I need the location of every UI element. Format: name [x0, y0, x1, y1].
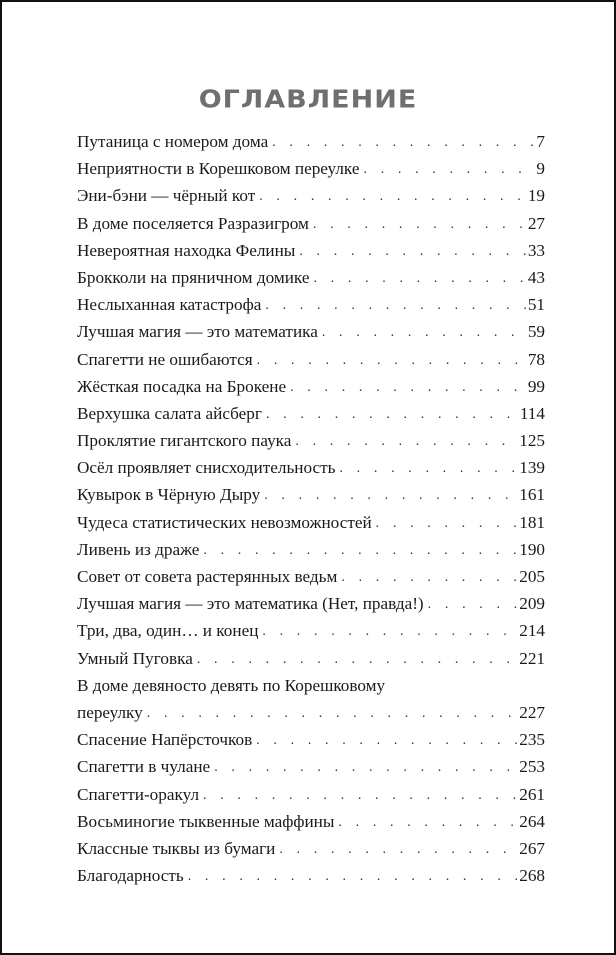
toc-entry-title: Жёсткая посадка на Брокене [77, 376, 287, 396]
toc-page-number: 139 [519, 458, 545, 478]
toc-entry-title: Спагетти в чулане [77, 757, 211, 777]
toc-entry [77, 835, 545, 862]
toc-page-number: 235 [519, 730, 545, 750]
table-of-contents [77, 128, 545, 889]
dot-leader [272, 129, 534, 156]
toc-entry [77, 726, 545, 753]
toc-entry-title: Лучшая магия — это математика [77, 322, 318, 342]
toc-page-number: 264 [519, 811, 545, 831]
dot-leader [266, 401, 518, 428]
toc-entry-title: Умный Пуговка [77, 648, 193, 668]
toc-page-number: 114 [519, 403, 545, 423]
toc-page-number: 261 [519, 784, 545, 804]
dot-leader [376, 510, 518, 537]
toc-page-number: 181 [519, 512, 545, 532]
dot-leader [147, 700, 517, 727]
toc-page-number: 33 [527, 240, 545, 260]
toc-entry-title: В доме девяносто девять по Корешковому [77, 675, 386, 695]
dot-leader [197, 646, 517, 673]
toc-entry-title: Благодарность [77, 866, 184, 886]
dot-leader [299, 238, 525, 265]
toc-entry [77, 373, 545, 400]
toc-entry [77, 536, 545, 563]
toc-page-number: 227 [519, 702, 545, 722]
dot-leader [264, 482, 517, 509]
dot-leader [259, 183, 526, 210]
toc-entry-title: Спасение Напёрсточков [77, 730, 253, 750]
dot-leader [214, 754, 517, 781]
toc-page-number: 214 [519, 621, 545, 641]
toc-page-number: 209 [519, 594, 545, 614]
toc-entry-title: Классные тыквы из бумаги [77, 838, 276, 858]
toc-entry-title: Три, два, один… и конец [77, 621, 259, 641]
toc-entry-title: Кувырок в Чёрную Дыру [77, 485, 261, 505]
dot-leader [295, 428, 517, 455]
page-title: ОГЛАВЛЕНИЕ [198, 85, 418, 114]
toc-entry [77, 645, 545, 672]
dot-leader [322, 319, 526, 346]
toc-entry [77, 264, 545, 291]
toc-page-number: 125 [519, 431, 545, 451]
toc-page-number: 59 [527, 322, 545, 342]
toc-page-number: 7 [536, 132, 545, 151]
toc-page-number: 9 [536, 159, 545, 179]
dot-leader [363, 156, 534, 183]
dot-leader [341, 564, 517, 591]
toc-entry [77, 182, 545, 209]
toc-page-number: 221 [519, 648, 545, 668]
toc-entry [77, 427, 545, 454]
dot-leader [313, 265, 525, 292]
toc-entry [77, 617, 545, 644]
dot-leader [203, 782, 517, 809]
toc-entry-title: Осёл проявляет снисходительность [77, 458, 336, 478]
toc-entry [77, 318, 545, 345]
toc-entry [77, 155, 545, 182]
dot-leader [338, 809, 517, 836]
toc-page-number: 99 [527, 376, 545, 396]
toc-page-number: 253 [519, 757, 545, 777]
toc-entry [77, 808, 545, 835]
toc-entry-title: Лучшая магия — это математика (Нет, правда!) [77, 594, 424, 614]
toc-entry [77, 237, 545, 264]
toc-entry-title: Невероятная находка Фелины [77, 240, 296, 260]
dot-leader [262, 618, 517, 645]
toc-page-number: 267 [519, 838, 545, 858]
toc-entry-title: переулку [77, 702, 143, 722]
toc-entry [77, 753, 545, 780]
toc-entry-title: Ливень из драже [77, 539, 200, 559]
toc-page-number: 43 [527, 267, 545, 287]
toc-page-number: 78 [527, 349, 545, 369]
toc-entry [77, 291, 545, 318]
toc-entry [77, 128, 545, 155]
toc-entry-line [77, 672, 545, 699]
toc-entry-title: Спагетти не ошибаются [77, 349, 253, 369]
toc-entry-title: В доме поселяется Разразигром [77, 213, 309, 233]
toc-entry-title: Верхушка салата айсберг [77, 403, 262, 423]
toc-page-number: 190 [519, 539, 545, 559]
toc-page-number: 27 [527, 213, 545, 233]
toc-entry-title: Путаница с номером дома [77, 132, 269, 151]
toc-entry-title: Эни-бэни — чёрный кот [77, 186, 256, 206]
toc-page-number: 51 [527, 295, 545, 315]
toc-entry [77, 781, 545, 808]
toc-entry-title: Неприятности в Корешковом переулке [77, 159, 360, 179]
toc-entry-title: Чудеса статистических невозможностей [77, 512, 372, 532]
toc-entry-title: Совет от совета растерянных ведьм [77, 567, 338, 586]
toc-entry-title: Брокколи на пряничном домике [77, 267, 310, 287]
toc-entry [77, 481, 545, 508]
toc-entry [77, 563, 545, 590]
toc-entry [77, 509, 545, 536]
toc-entry-title: Неслыханная катастрофа [77, 295, 262, 315]
toc-entry-title: Восьминогие тыквенные маффины [77, 811, 335, 831]
dot-leader [265, 292, 525, 319]
dot-leader [339, 455, 517, 482]
dot-leader [313, 211, 526, 238]
dot-leader [279, 836, 517, 863]
toc-page-number: 268 [519, 866, 545, 886]
toc-entry-title: Спагетти-оракул [77, 784, 200, 804]
dot-leader [256, 727, 517, 754]
toc-entry [77, 400, 545, 427]
dot-leader [257, 347, 526, 374]
dot-leader [188, 863, 517, 890]
toc-page-number: 205 [519, 567, 545, 586]
toc-entry [77, 210, 545, 237]
toc-page-number: 19 [527, 186, 545, 206]
toc-entry-title: Проклятие гигантского паука [77, 431, 292, 451]
dot-leader [290, 374, 526, 401]
toc-entry [77, 862, 545, 889]
dot-leader [203, 537, 517, 564]
toc-entry [77, 346, 545, 373]
toc-entry [77, 590, 545, 617]
dot-leader [428, 591, 518, 618]
toc-page-number: 161 [519, 485, 545, 505]
toc-entry [77, 454, 545, 481]
toc-entry [77, 699, 545, 726]
